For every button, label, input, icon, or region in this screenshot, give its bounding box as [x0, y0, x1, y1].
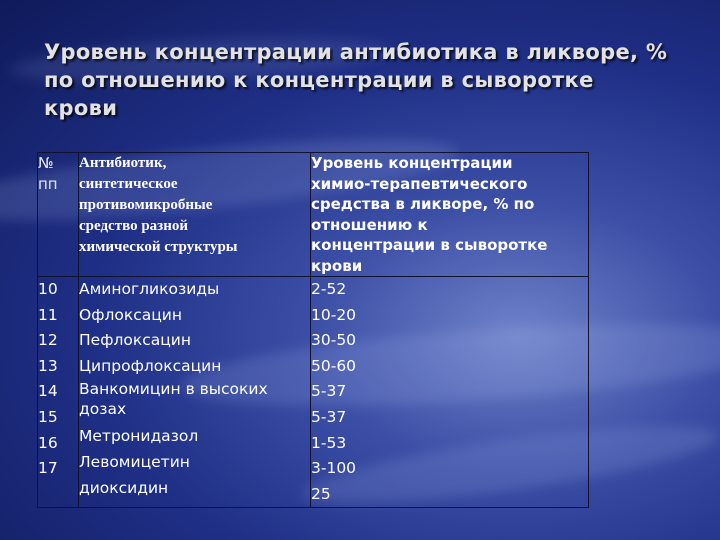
table-header-row	[38, 153, 589, 277]
antibiotic-name: Ванкомицин в высоких	[79, 380, 268, 399]
header-antibiotic-label: Антибиотик,	[79, 155, 167, 171]
level-value: 10-20	[311, 305, 357, 324]
level-value: 5-37	[311, 382, 347, 401]
antibiotic-name: диоксидин	[79, 478, 169, 497]
row-number: 12	[38, 331, 58, 350]
level-value: 2-52	[311, 280, 347, 298]
header-antibiotic-label: химической структуры	[79, 239, 238, 255]
header-antibiotic-label: синтетическое	[79, 176, 178, 192]
table-body-row	[38, 277, 589, 508]
level-value: 3-100	[311, 459, 357, 478]
header-level-label: крови	[311, 256, 363, 275]
row-number: 13	[38, 356, 58, 375]
slide-title-line: Уровень концентрации антибиотика в ликворе, %	[44, 40, 668, 64]
level-column	[311, 277, 589, 508]
header-number-label: пп	[38, 175, 58, 193]
slide-title-line: крови	[44, 96, 118, 120]
antibiotic-name: Ципрофлоксацин	[79, 356, 222, 375]
level-value: 30-50	[311, 331, 357, 350]
header-level-label: отношению к	[311, 215, 428, 234]
header-level-cell	[311, 153, 589, 277]
row-number: 16	[38, 433, 58, 452]
antibiotic-name: дозах	[79, 400, 127, 419]
number-column	[38, 277, 79, 508]
level-value: 25	[311, 484, 331, 503]
level-value: 1-53	[311, 433, 347, 452]
row-number: 11	[38, 305, 58, 324]
header-level-label: химио-терапевтического	[311, 174, 528, 193]
header-antibiotic-label: средство разной	[79, 218, 188, 234]
antibiotic-name: Метронидазол	[79, 427, 199, 446]
antibiotic-name: Аминогликозиды	[79, 280, 220, 298]
row-number: 15	[38, 407, 58, 426]
header-antibiotic-cell	[79, 153, 311, 277]
slide-title	[44, 38, 694, 122]
row-number: 10	[38, 280, 58, 298]
slide-title-line: по отношению к концентрации в сыворотке	[44, 68, 594, 92]
antibiotic-name: Левомицетин	[79, 452, 190, 471]
header-number-label: №	[38, 154, 54, 172]
header-antibiotic-label: противомикробные	[79, 197, 213, 213]
antibiotic-name: Пефлоксацин	[79, 331, 191, 350]
row-number: 14	[38, 382, 58, 401]
header-level-label: концентрации в сыворотке	[311, 236, 548, 254]
level-value: 5-37	[311, 407, 347, 426]
antibiotic-table	[37, 152, 589, 508]
level-value: 50-60	[311, 356, 357, 375]
row-number: 17	[38, 459, 58, 478]
header-level-label: Уровень концентрации	[311, 154, 513, 172]
antibiotic-name: Офлоксацин	[79, 305, 182, 324]
header-number-cell	[38, 153, 79, 277]
antibiotic-column	[79, 277, 311, 508]
header-level-label: средства в ликворе, % по	[311, 195, 535, 213]
